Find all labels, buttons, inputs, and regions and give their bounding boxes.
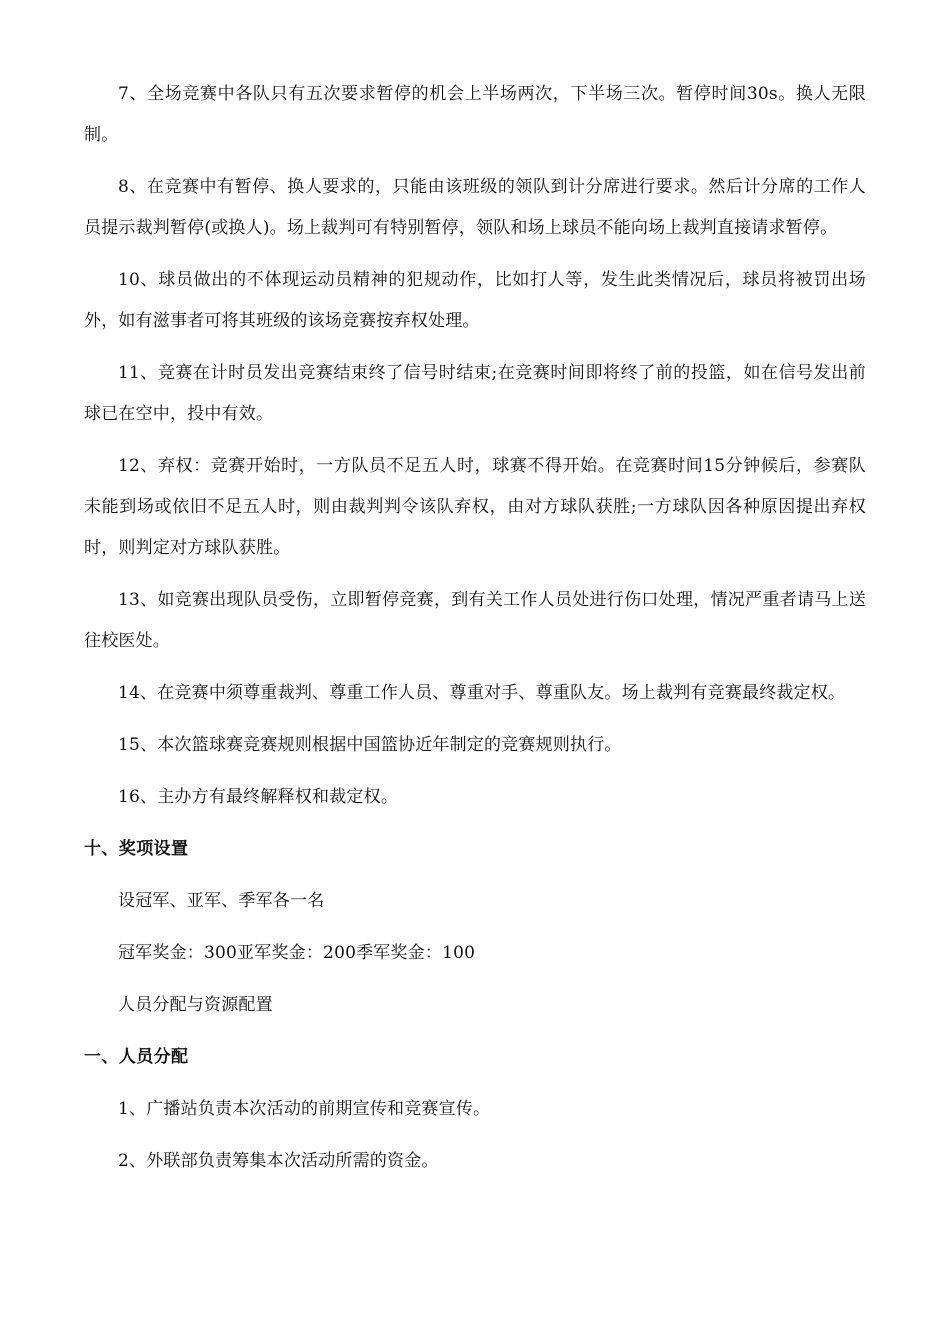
awards-line-prize-money: 冠军奖金：300亚军奖金：200季军奖金：100 <box>118 943 476 963</box>
staff-item-2: 2、外联部负责筹集本次活动所需的资金。 <box>118 1151 439 1171</box>
rule-8: 8、在竞赛中有暂停、换人要求的，只能由该班级的领队到计分席进行要求。然后计分席的工作人员提示裁判暂停(或换人)。场上裁判可有特别暂停，领队和场上球员不能向场上裁判直接请求暂停。 <box>84 177 866 238</box>
rule-7: 7、全场竞赛中各队只有五次要求暂停的机会上半场两次，下半场三次。暂停时间30s。换人无限制。 <box>84 84 866 145</box>
staff-heading: 一、人员分配 <box>84 1047 189 1067</box>
awards-line-ranks: 设冠军、亚军、季军各一名 <box>118 891 325 911</box>
rule-15: 15、本次篮球赛竞赛规则根据中国篮协近年制定的竞赛规则执行。 <box>118 735 622 755</box>
staff-item-1: 1、广播站负责本次活动的前期宣传和竞赛宣传。 <box>118 1099 491 1119</box>
rule-11: 11、竞赛在计时员发出竞赛结束终了信号时结束;在竞赛时间即将终了前的投篮，如在信号发出前球已在空中，投中有效。 <box>84 363 866 424</box>
rule-13: 13、如竞赛出现队员受伤，立即暂停竞赛，到有关工作人员处进行伤口处理，情况严重者请马上送往校医处。 <box>84 590 866 651</box>
awards-heading: 十、奖项设置 <box>84 839 189 859</box>
rule-10: 10、球员做出的不体现运动员精神的犯规动作，比如打人等，发生此类情况后，球员将被罚出场外，如有滋事者可将其班级的该场竞赛按弃权处理。 <box>84 270 866 331</box>
staff-resources-title: 人员分配与资源配置 <box>118 995 273 1015</box>
rule-16: 16、主办方有最终解释权和裁定权。 <box>118 787 399 807</box>
rule-12: 12、弃权：竞赛开始时，一方队员不足五人时，球赛不得开始。在竞赛时间15分钟候后，参赛队未能到场或依旧不足五人时，则由裁判判令该队弃权，由对方球队获胜;一方球队因各种原因提出弃权时，则判定对方球队获胜。 <box>84 456 866 558</box>
rule-14: 14、在竞赛中须尊重裁判、尊重工作人员、尊重对手、尊重队友。场上裁判有竞赛最终裁定权。 <box>118 683 846 703</box>
